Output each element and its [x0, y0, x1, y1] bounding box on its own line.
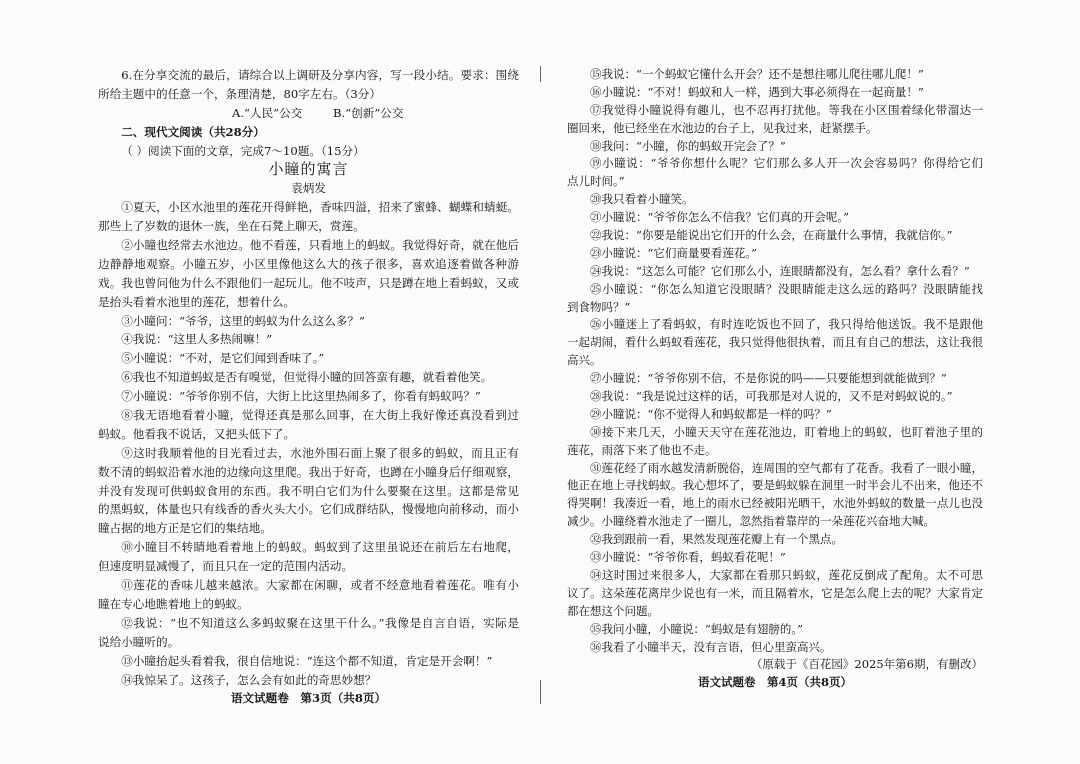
- paragraph-line: 高兴。: [567, 353, 602, 368]
- reading-instruction: （ ）阅读下面的文章，完成7～10题。（15分）: [121, 143, 365, 158]
- paragraph-line: 的黑蚂蚁，体量也只有线香的香火头大小。它们成群结队，慢慢地向前移动，而小: [98, 502, 519, 517]
- paragraph-10: [98, 538, 519, 576]
- paragraph-30: [567, 424, 983, 460]
- paragraph-line: ⑮我说：“一个蚂蚁它懂什么开会？还不是想往哪儿爬往哪儿爬！”: [590, 67, 924, 81]
- paragraph-line: 都在想这个问题。: [567, 603, 659, 618]
- paragraph-line: ⑳我只看着小瞳笑。: [590, 192, 694, 207]
- paragraph-line: 瞳在专心地瞧着地上的蚂蚁。: [98, 596, 249, 611]
- paragraph-31: [567, 460, 983, 532]
- paragraph-5: [98, 349, 519, 368]
- left-page: [98, 66, 519, 708]
- paragraph-29: [567, 406, 983, 424]
- paragraph-1: [98, 198, 519, 236]
- paragraph-6: [98, 368, 519, 387]
- paragraph-line: 圈回来，他已经坐在水池边的台子上，见我过来，赶紧摆手。: [567, 120, 878, 135]
- paragraph-34: [567, 567, 983, 621]
- paragraph-line: ⑪莲花的香味儿越来越浓。大家都在闲聊，或者不经意地看着莲花。唯有小: [121, 578, 519, 593]
- paragraph-19: [567, 155, 983, 191]
- paragraph-line: 戏。我也曾问他为什么不跟他们一起玩儿。他不吱声，只是蹲在地上看蚂蚁，又或: [98, 275, 519, 290]
- paragraph-11: [98, 576, 519, 614]
- paragraph-line: ④我说：“这里人多热闹嘛！”: [121, 332, 273, 347]
- paragraph-8: [98, 406, 519, 444]
- right-page: [567, 66, 983, 692]
- paragraph-line: ③小瞳问：“爷爷，这里的蚂蚁为什么这么多？”: [121, 313, 365, 328]
- paragraph-35: [567, 621, 983, 639]
- paragraph-line: ㉝小瞳说：“爷爷你看，蚂蚁看花呢！”: [590, 550, 786, 565]
- question-line: 所给主题中的任意一个，条理清楚，80字左右。（3分）: [98, 86, 381, 101]
- paragraph-line: ㉛莲花经了雨水越发清新脱俗，连周围的空气都有了花香。我看了一眼小瞳，: [590, 460, 983, 475]
- paragraph-33: [567, 549, 983, 567]
- paragraph-line: ⑤小瞳说：“不对，是它们闻到香味了。”: [121, 351, 325, 366]
- paragraph-line: 蚂蚁。他看我不说话，又把头低下了。: [98, 426, 296, 441]
- paragraph-line: 说给小瞳听的。: [98, 634, 180, 649]
- paragraph-28: [567, 388, 983, 406]
- paragraph-line: ⑰我觉得小瞳说得有趣儿，也不忍再打扰他。等我在小区围着绿化带溜达一: [590, 102, 983, 117]
- source-note: （原载于《百花园》2025年第6期，有删改）: [750, 657, 983, 672]
- paragraph-14: [98, 671, 519, 690]
- paragraph-line: 到食物吗？”: [567, 299, 631, 314]
- paragraph-line: ⑧我无语地看着小瞳，觉得还真是那么回事，在大街上我好像还真没看到过: [121, 408, 519, 423]
- paragraph-15: [567, 66, 983, 84]
- article-author: 袁炳发: [291, 181, 326, 196]
- section-heading: 二、现代文阅读（共28分）: [121, 124, 265, 139]
- paragraph-2: [98, 236, 519, 312]
- paragraph-line: ㉜我到跟前一看，果然发现莲花瓣上有一个黑点。: [590, 532, 843, 547]
- paragraph-18: [567, 138, 983, 156]
- paragraph-line: ㉓小瞳说：“它们商量要看莲花。”: [590, 245, 758, 260]
- paragraph-line: 但速度明显减慢了，而且只在一定的范围内活动。: [98, 559, 354, 574]
- paragraph-line: ㉖小瞳迷上了看蚂蚁，有时连吃饭也不回了，我只得给他送饭。我不是跟他: [590, 317, 983, 332]
- paragraph-line: ㉚接下来几天，小瞳天天守在莲花池边，盯着地上的蚂蚁，也盯着池子里的: [590, 424, 983, 439]
- paragraph-line: 得哭啊！我凑近一看，地上的雨水已经被阳光晒干，水池外蚂蚁的数量一点儿也没: [567, 496, 983, 511]
- paragraph-line: ⑥我也不知道蚂蚁是否有嗅觉，但觉得小瞳的回答蛮有趣，就看着他笑。: [121, 370, 493, 385]
- paragraph-line: ⑭我惊呆了。这孩子，怎么会有如此的奇思妙想？: [121, 672, 377, 687]
- paragraph-12: [98, 614, 519, 652]
- paragraph-13: [98, 652, 519, 671]
- paragraph-line: ⑦小瞳说：“爷爷你别不信，大街上比这里热闹多了，你看有蚂蚁吗？”: [121, 389, 481, 404]
- paragraph-21: [567, 209, 983, 227]
- paragraph-22: [567, 227, 983, 245]
- paragraph-line: 他正在地上寻找蚂蚁。我心想坏了，要是蚂蚁躲在洞里一时半会儿不出来，他还不: [567, 478, 983, 493]
- paragraph-16: [567, 84, 983, 102]
- option-b: B.“创新”公交: [333, 105, 404, 120]
- paragraph-26: [567, 316, 983, 370]
- paragraph-line: ㉗小瞳说：“爷爷你别不信，不是你说的吗——只要能想到就能做到？”: [590, 371, 947, 386]
- fold-mark: [540, 680, 541, 704]
- paragraph-27: [567, 370, 983, 388]
- paragraph-line: ⑬小瞳抬起头看着我，很自信地说：“连这个都不知道，肯定是开会啊！”: [121, 653, 493, 668]
- paragraph-line: ⑲小瞳说：“爷爷你想什么呢？它们那么多人开一次会容易吗？你得给它们: [590, 156, 983, 171]
- paragraph-4: [98, 330, 519, 349]
- fold-mark: [540, 66, 541, 82]
- paragraph-line: ㉞这时围过来很多人，大家都在看那只蚂蚁，莲花反倒成了配角。太不可思: [590, 567, 983, 582]
- paragraph-17: [567, 102, 983, 138]
- article-body-continued: [567, 66, 983, 656]
- paragraph-24: [567, 263, 983, 281]
- paragraph-23: [567, 245, 983, 263]
- paragraph-line: ①夏天，小区水池里的莲花开得鲜艳，香味四溢，招来了蜜蜂、蝴蝶和蜻蜓。: [121, 200, 519, 215]
- paragraph-25: [567, 281, 983, 317]
- paragraph-line: ⑱我问：“小瞳，你的蚂蚁开完会了？”: [590, 138, 786, 153]
- paragraph-36: [567, 639, 983, 657]
- paragraph-32: [567, 531, 983, 549]
- paragraph-9: [98, 444, 519, 538]
- paragraph-line: ⑯小瞳说：“不对！蚂蚁和人一样，遇到大事必须得在一起商量！”: [590, 84, 924, 99]
- paragraph-line: 那些上了岁数的退休一族，坐在石凳上聊天，赏莲。: [98, 219, 365, 234]
- paragraph-line: ㉒我说：“你要是能说出它们开的什么会，在商量什么事情，我就信你。”: [590, 228, 953, 243]
- paragraph-line: ②小瞳也经常去水池边。他不看莲，只看地上的蚂蚁。我觉得好奇，就在他后: [121, 238, 519, 253]
- paragraph-3: [98, 312, 519, 331]
- paragraph-line: 数不清的蚂蚁沿着水池的边缘向这里爬。我出于好奇，也蹲在小瞳身后仔细观察，: [98, 464, 519, 479]
- paragraph-line: 瞳占据的地方正是它们的集结地。: [98, 521, 272, 536]
- paragraph-line: ㉑小瞳说：“爷爷你怎么不信我？它们真的开会呢。”: [590, 210, 850, 225]
- paragraph-line: ㉘我说：“我是说过这样的话，可我那是对人说的，又不是对蚂蚁说的。”: [590, 389, 953, 404]
- paragraph-7: [98, 387, 519, 406]
- paragraph-line: 一起胡闹，看什么蚂蚁看莲花，我只觉得他很执着，而且有自己的想法，这让我很: [567, 335, 983, 350]
- paragraph-line: ㉙小瞳说：“你不觉得人和蚂蚁都是一样的吗？”: [590, 406, 832, 421]
- paragraph-line: ㉟我问小瞳，小瞳说：“蚂蚁是有翅膀的。”: [590, 621, 804, 636]
- article-title: 小瞳的寓言: [268, 160, 349, 179]
- question-6: [98, 66, 519, 123]
- paragraph-line: ⑨这时我顺着他的目光看过去，水池外围石面上聚了很多的蚂蚁，而且正有: [121, 445, 519, 460]
- paragraph-line: 边静静地观察。小瞳五岁，小区里像他这么大的孩子很多，喜欢追逐着做各种游: [98, 256, 519, 271]
- paragraph-line: 并没有发现可供蚂蚁食用的东西。我不明白它们为什么要聚在这里。这都是常见: [98, 483, 519, 498]
- paragraph-20: [567, 191, 983, 209]
- paragraph-line: ㉔我说：“这怎么可能？它们那么小，连眼睛都没有，怎么看？拿什么看？”: [590, 263, 970, 278]
- paragraph-line: 莲花，雨落下来了他也不走。: [567, 442, 717, 457]
- option-a: A.“人民”公交: [232, 105, 303, 120]
- question-options: [98, 104, 519, 123]
- paragraph-line: 是抬头看着水池里的莲花，想着什么。: [98, 294, 296, 309]
- paragraph-line: 议了。这朵莲花离岸少说也有一米，而且隔着水，它是怎么爬上去的呢？大家肯定: [567, 585, 983, 600]
- paragraph-line: ⑩小瞳目不转睛地看着地上的蚂蚁。蚂蚁到了这里虽说还在前后左右地爬，: [121, 540, 519, 555]
- paragraph-line: 点儿时间。”: [567, 174, 625, 189]
- paragraph-line: 减少。小瞳绕着水池走了一圈儿，忽然指着靠岸的一朵莲花兴奋地大喊。: [567, 514, 935, 529]
- paragraph-line: ㉕小瞳说：“你怎么知道它没眼睛？没眼睛能走这么远的路吗？没眼睛能找: [590, 281, 983, 296]
- paragraph-line: ㊱我看了小瞳半天，没有言语，但心里蛮高兴。: [590, 639, 832, 654]
- question-line: 6.在分享交流的最后，请综合以上调研及分享内容，写一段小结。要求：围绕: [121, 68, 519, 82]
- page-footer: 语文试题卷 第4页（共8页）: [697, 675, 852, 690]
- page-footer: 语文试题卷 第3页（共8页）: [230, 691, 387, 706]
- article-body: [98, 198, 519, 689]
- paragraph-line: ⑫我说：“也不知道这么多蚂蚁聚在这里干什么。”我像是自言自语，实际是: [121, 615, 519, 630]
